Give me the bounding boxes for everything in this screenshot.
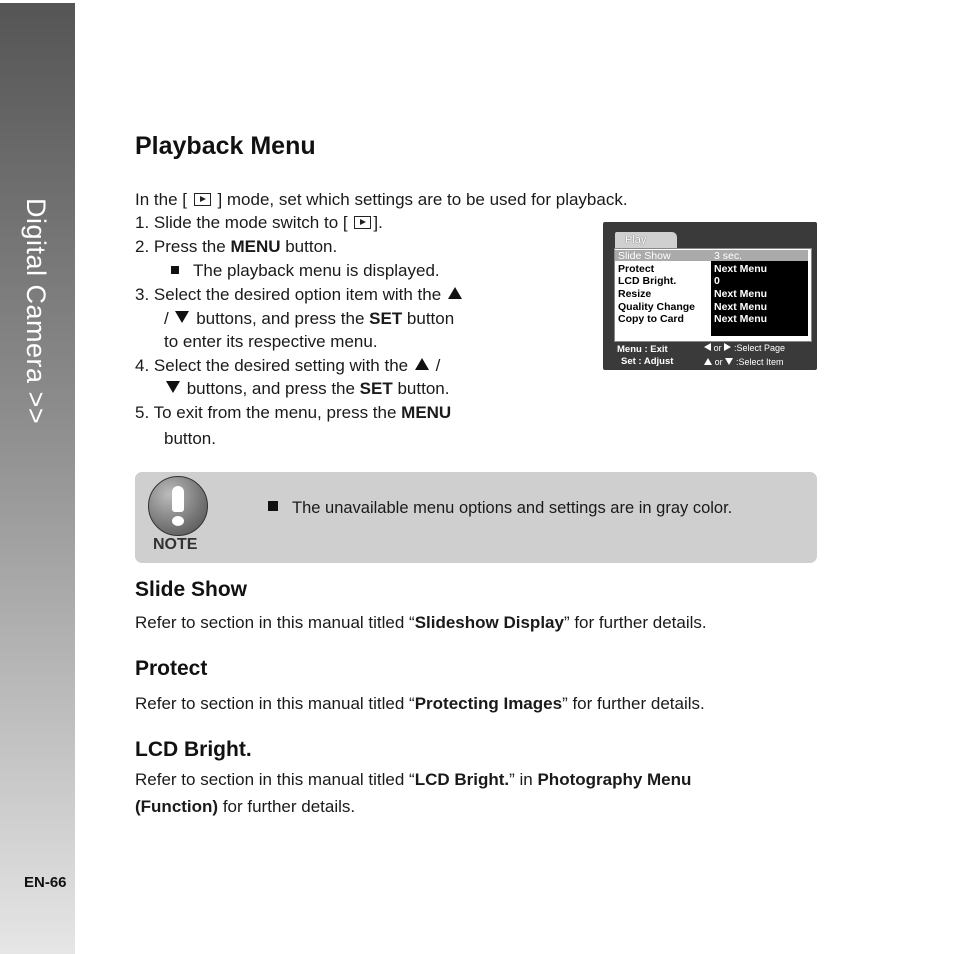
lcd-row-value: Next Menu <box>714 263 768 275</box>
step-4-text: 4. Select the desired setting with the <box>135 356 409 375</box>
section-text-lcd-bright-line-2 <box>135 797 355 817</box>
section-text-before: Refer to section in this manual titled “ <box>135 613 415 632</box>
section-text-protect <box>135 694 705 714</box>
section-heading-protect: Protect <box>135 657 208 680</box>
lcd-or: or <box>714 357 723 367</box>
lcd-row-label: Resize <box>618 288 652 300</box>
up-arrow-icon <box>448 287 462 299</box>
section-text-bold: LCD Bright. <box>414 770 510 789</box>
lcd-select-page <box>704 342 785 355</box>
lcd-row-value: Next Menu <box>714 288 768 300</box>
section-text-bold-3: (Function) <box>135 797 219 816</box>
step-3-line-1 <box>135 285 464 305</box>
down-arrow-icon <box>175 311 189 323</box>
note-box <box>135 472 817 563</box>
step-1-after: ]. <box>373 213 383 232</box>
lcd-row-label: Quality Change <box>618 301 696 313</box>
intro-after: ] mode, set which settings are to be used for playback. <box>217 190 628 209</box>
step-1 <box>135 213 383 233</box>
step-5-before: 5. To exit from the menu, press the <box>135 403 402 422</box>
left-arrow-icon <box>704 343 711 351</box>
step-4-slash: / <box>435 356 441 375</box>
section-text-after: ” for further details. <box>563 613 707 632</box>
step-4-after: button. <box>392 379 450 398</box>
section-text-lcd-bright <box>135 770 817 790</box>
lcd-row-value: Next Menu <box>714 301 768 313</box>
page-number: EN-66 <box>24 874 67 891</box>
lcd-row-label: Copy to Card <box>618 313 684 325</box>
down-arrow-icon <box>725 358 733 365</box>
section-text-slide-show <box>135 613 707 633</box>
right-arrow-icon <box>724 343 731 351</box>
step-2-after: button. <box>280 237 338 256</box>
step-4-line-1 <box>135 356 440 376</box>
step-5-line-1 <box>135 403 451 423</box>
section-heading-lcd-bright: LCD Bright. <box>135 738 252 761</box>
section-text-bold: Slideshow Display <box>414 613 564 632</box>
lcd-row-label: Protect <box>618 263 655 275</box>
intro-before: In the [ <box>135 190 187 209</box>
step-4-line-2 <box>164 379 449 399</box>
section-text-after: ” for further details. <box>562 694 705 713</box>
section-text-before: Refer to section in this manual titled “ <box>135 694 415 713</box>
bullet-square-icon <box>171 266 179 274</box>
step-3-line-3: to enter its respective menu. <box>164 332 378 351</box>
section-text-bold: Protecting Images <box>414 694 563 713</box>
step-2-before: 2. Press the <box>135 237 231 256</box>
step-3-slash: / <box>164 309 169 328</box>
play-mode-icon <box>194 193 211 206</box>
section-text-mid: ” in <box>509 770 538 789</box>
lcd-row-label: LCD Bright. <box>618 275 677 287</box>
note-text <box>268 499 732 518</box>
exclamation-icon <box>148 476 208 536</box>
lcd-row-value: 3 sec. <box>714 250 743 262</box>
step-3-after: button <box>402 309 455 328</box>
lcd-select-item-text: :Select Item <box>735 357 784 367</box>
page-title: Playback Menu <box>135 132 316 160</box>
note-text-content: The unavailable menu options and settings are in gray color. <box>292 499 733 517</box>
bullet-square-icon <box>268 501 278 511</box>
lcd-row-label: Slide Show <box>618 250 671 262</box>
lcd-screenshot <box>603 222 817 370</box>
section-text-before: Refer to section in this manual titled “ <box>135 770 415 789</box>
sidebar-title: Digital Camera >> <box>21 198 51 425</box>
note-label: NOTE <box>153 536 198 553</box>
step-3-mid: buttons, and press the <box>191 309 370 328</box>
lcd-tab-play: Play <box>615 232 677 248</box>
section-text-bold-2: Photography Menu <box>537 770 692 789</box>
step-5-bold: MENU <box>401 403 452 422</box>
up-arrow-icon <box>704 358 712 365</box>
intro-text <box>135 190 628 210</box>
up-arrow-icon <box>415 358 429 370</box>
section-heading-slide-show: Slide Show <box>135 578 248 601</box>
section-text-after: for further details. <box>218 797 356 816</box>
lcd-row-value: 0 <box>714 275 720 287</box>
lcd-select-page-text: :Select Page <box>733 343 785 353</box>
step-2-sub <box>171 261 440 281</box>
step-3-bold: SET <box>369 309 403 328</box>
lcd-set-adjust: Set : Adjust <box>621 356 674 367</box>
sidebar <box>0 3 75 954</box>
step-5-line-2: button. <box>164 429 216 448</box>
lcd-row-value: Next Menu <box>714 313 768 325</box>
step-2-sub-text: The playback menu is displayed. <box>193 261 440 280</box>
step-2-bold: MENU <box>230 237 281 256</box>
step-2 <box>135 237 337 257</box>
lcd-menu-exit: Menu : Exit <box>617 344 668 355</box>
lcd-menu-panel <box>614 248 812 342</box>
step-4-bold: SET <box>359 379 393 398</box>
lcd-or: or <box>713 343 722 353</box>
down-arrow-icon <box>166 381 180 393</box>
step-3-line-2 <box>164 309 454 329</box>
step-1-before: 1. Slide the mode switch to [ <box>135 213 348 232</box>
step-3-text: 3. Select the desired option item with the <box>135 285 442 304</box>
step-4-mid: buttons, and press the <box>182 379 360 398</box>
lcd-select-item <box>704 356 783 369</box>
play-mode-icon <box>354 216 371 229</box>
